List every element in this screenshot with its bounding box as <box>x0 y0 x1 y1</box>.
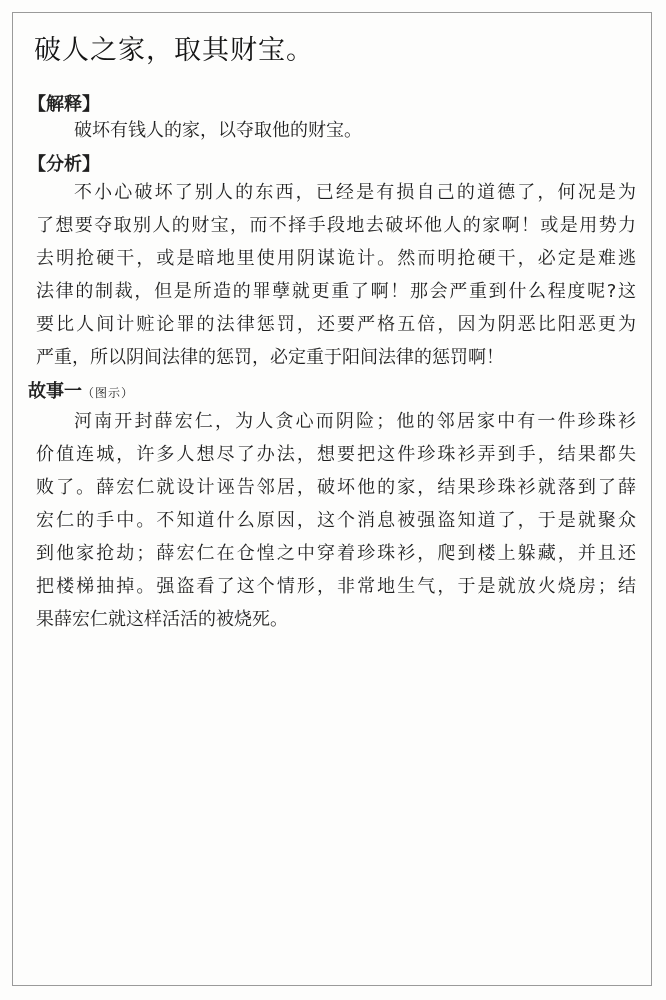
explanation-heading: 【解释】 <box>28 94 100 115</box>
analysis-line: 了想要夺取别人的财宝，而不择手段地去破坏他人的家啊！或是用势力 <box>36 215 636 236</box>
story-line: 败了。薛宏仁就设计诬告邻居，破坏他的家，结果珍珠衫就落到了薛 <box>36 477 636 498</box>
explanation-paragraph <box>36 114 636 147</box>
story-line: 把楼梯抽掉。强盗看了这个情形，非常地生气，于是就放火烧房；结 <box>36 576 636 597</box>
story-heading-label: 故事一 <box>28 381 82 402</box>
analysis-line: 严重，所以阴间法律的惩罚，必定重于阳间法律的惩罚啊！ <box>36 347 504 368</box>
story-line: 到他家抢劫；薛宏仁在仓惶之中穿着珍珠衫，爬到楼上躲藏，并且还 <box>36 543 636 564</box>
analysis-heading: 【分析】 <box>28 154 100 175</box>
story-paragraph <box>36 405 636 636</box>
analysis-line: 去明抢硬干，或是暗地里使用阴谋诡计。然而明抢硬干，必定是难逃 <box>36 248 636 269</box>
story-line: 河南开封薛宏仁，为人贪心而阴险；他的邻居家中有一件珍珠衫 <box>74 411 636 432</box>
explanation-line: 破坏有钱人的家，以夺取他的财宝。 <box>74 120 362 141</box>
page-title: 破人之家，取其财宝。 <box>34 35 314 66</box>
story-line: 果薛宏仁就这样活活的被烧死。 <box>36 609 288 630</box>
analysis-line: 要比人间计赃论罪的法律惩罚，还要严格五倍，因为阴恶比阳恶更为 <box>36 314 636 335</box>
story-line: 价值连城，许多人想尽了办法，想要把这件珍珠衫弄到手，结果都失 <box>36 444 636 465</box>
analysis-line: 不小心破坏了别人的东西，已经是有损自己的道德了，何况是为 <box>74 182 636 203</box>
story-heading-note: （图示） <box>82 386 135 400</box>
analysis-line: 法律的制裁，但是所造的罪孽就更重了啊！那会严重到什么程度呢?这 <box>36 281 636 302</box>
analysis-paragraph <box>36 176 636 374</box>
story-line: 宏仁的手中。不知道什么原因，这个消息被强盗知道了，于是就聚众 <box>36 510 636 531</box>
story-heading <box>28 377 134 403</box>
